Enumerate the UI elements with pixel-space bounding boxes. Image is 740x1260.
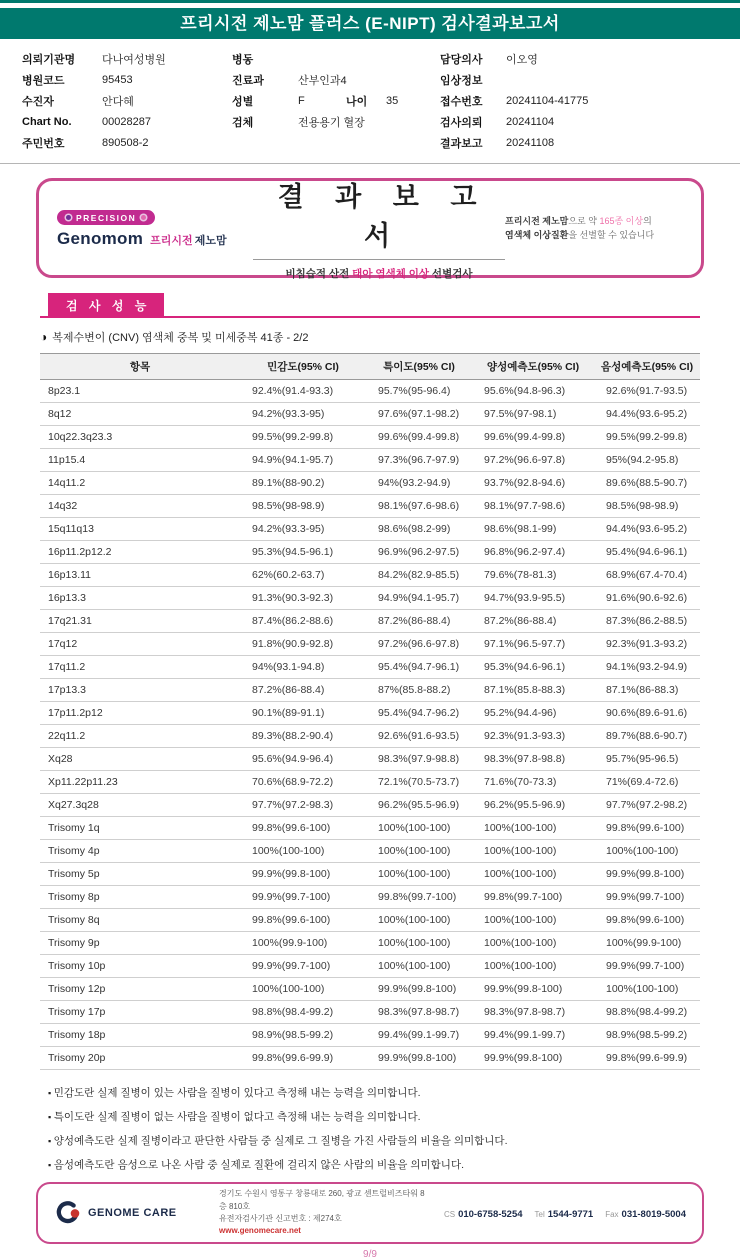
precision-badge xyxy=(57,210,155,225)
table-row xyxy=(40,587,700,610)
table-row xyxy=(40,1047,700,1070)
fax-label: Fax xyxy=(605,1210,619,1219)
metric-cell: 100%(100-100) xyxy=(366,817,472,840)
metric-cell: 94.2%(93.3-95) xyxy=(240,518,366,541)
metric-cell: 100%(100-100) xyxy=(366,909,472,932)
badge-dot-icon xyxy=(66,215,71,220)
table-row xyxy=(40,472,700,495)
metric-cell: 79.6%(78-81.3) xyxy=(472,564,594,587)
tel-number: 1544-9771 xyxy=(547,1209,594,1220)
metric-cell: 95.7%(95-96.5) xyxy=(594,748,700,771)
metric-cell: 95.7%(95-96.4) xyxy=(366,380,472,403)
metric-cell: 98.1%(97.7-98.6) xyxy=(472,495,594,518)
metric-cell: 92.6%(91.6-93.5) xyxy=(366,725,472,748)
metric-cell: 94%(93.1-94.8) xyxy=(240,656,366,679)
field-value: 이오영 xyxy=(506,53,538,66)
field-label: 진료과 xyxy=(232,74,264,87)
table-row xyxy=(40,1024,700,1047)
metric-cell: 98.9%(98.5-99.2) xyxy=(594,1024,700,1047)
metric-cell: 95.4%(94.6-96.1) xyxy=(594,541,700,564)
table-row xyxy=(40,748,700,771)
field-value: 20241104-41775 xyxy=(506,94,589,107)
note-item: ▪ 특이도란 실제 질병이 없는 사람을 질병이 없다고 측정해 내는 능력을 의미합니다. xyxy=(48,1109,692,1124)
metric-cell: 99.9%(99.8-100) xyxy=(594,863,700,886)
metric-cell: 99.9%(99.7-100) xyxy=(594,886,700,909)
metric-cell: 99.8%(99.6-99.9) xyxy=(240,1047,366,1070)
item-name-cell: 8q12 xyxy=(40,403,240,426)
metric-cell: 100%(100-100) xyxy=(472,840,594,863)
metric-cell: 87.4%(86.2-88.6) xyxy=(240,610,366,633)
metric-cell: 71%(69.4-72.6) xyxy=(594,771,700,794)
metric-cell: 87.1%(86-88.3) xyxy=(594,679,700,702)
table-row xyxy=(40,909,700,932)
item-name-cell: Xq28 xyxy=(40,748,240,771)
footer-contacts xyxy=(444,1204,686,1222)
metric-cell: 99.4%(99.1-99.7) xyxy=(472,1024,594,1047)
metric-cell: 71.6%(70-73.3) xyxy=(472,771,594,794)
metric-cell: 96.8%(96.2-97.4) xyxy=(472,541,594,564)
promo-pink: 165종 이상 xyxy=(599,215,644,226)
metric-cell: 87%(85.8-88.2) xyxy=(366,679,472,702)
col-header-item: 항목 xyxy=(40,354,240,380)
table-row xyxy=(40,978,700,1001)
field-row xyxy=(22,48,232,69)
metric-cell: 98.3%(97.8-98.8) xyxy=(472,748,594,771)
table-row xyxy=(40,679,700,702)
field-row xyxy=(22,132,232,153)
metric-cell: 94.2%(93.3-95) xyxy=(240,403,366,426)
field-label: Chart No. xyxy=(22,115,72,128)
table-row xyxy=(40,564,700,587)
metric-cell: 87.2%(86-88.4) xyxy=(366,610,472,633)
table-row xyxy=(40,426,700,449)
metric-cell: 68.9%(67.4-70.4) xyxy=(594,564,700,587)
metric-cell: 94.9%(94.1-95.7) xyxy=(240,449,366,472)
brand-kr-pink: 프리시전 xyxy=(150,235,193,247)
item-name-cell: 16p13.3 xyxy=(40,587,240,610)
item-name-cell: 14q11.2 xyxy=(40,472,240,495)
item-name-cell: Trisomy 8p xyxy=(40,886,240,909)
metric-cell: 94.9%(94.1-95.7) xyxy=(366,587,472,610)
field-label: 병원코드 xyxy=(22,74,65,87)
promo-line2 xyxy=(505,228,683,242)
metric-cell: 100%(100-100) xyxy=(240,840,366,863)
metric-cell: 89.6%(88.5-90.7) xyxy=(594,472,700,495)
report-title: 결 과 보 고 서 xyxy=(253,175,505,260)
item-name-cell: 17p11.2p12 xyxy=(40,702,240,725)
address-line1: 경기도 수원시 영통구 창룡대로 260, 광교 센트럴비즈타워 8층 810호 xyxy=(219,1189,425,1211)
field-value: F xyxy=(298,94,305,107)
metric-cell: 99.8%(99.7-100) xyxy=(366,886,472,909)
field-label: 결과보고 xyxy=(440,137,483,150)
field-label: 병동 xyxy=(232,53,254,66)
section-title: 검 사 성 능 xyxy=(48,293,164,317)
metric-cell: 100%(100-100) xyxy=(366,932,472,955)
table-row xyxy=(40,725,700,748)
patient-info-col1 xyxy=(22,48,232,153)
metric-cell: 97.2%(96.6-97.8) xyxy=(366,633,472,656)
table-row xyxy=(40,794,700,817)
metric-cell: 98.3%(97.8-98.7) xyxy=(472,1001,594,1024)
field-row xyxy=(232,48,440,69)
metric-cell: 95.3%(94.6-96.1) xyxy=(472,656,594,679)
table-row xyxy=(40,840,700,863)
metric-cell: 100%(100-100) xyxy=(472,863,594,886)
notes-list xyxy=(48,1085,692,1172)
field-label: 검사의뢰 xyxy=(440,116,483,129)
report-title-block xyxy=(253,175,505,281)
table-row xyxy=(40,955,700,978)
metric-cell: 95.6%(94.9-96.4) xyxy=(240,748,366,771)
metric-cell: 98.5%(98-98.9) xyxy=(240,495,366,518)
item-name-cell: Trisomy 8q xyxy=(40,909,240,932)
table-row xyxy=(40,771,700,794)
table-row xyxy=(40,1001,700,1024)
page-title: 프리시전 제노맘 플러스 (E-NIPT) 검사결과보고서 xyxy=(0,8,740,39)
field-row xyxy=(440,69,720,90)
item-name-cell: Trisomy 10p xyxy=(40,955,240,978)
metric-cell: 99.8%(99.6-99.9) xyxy=(594,1047,700,1070)
patient-info-col2 xyxy=(232,48,440,153)
metric-cell: 99.6%(99.4-99.8) xyxy=(366,426,472,449)
table-caption xyxy=(40,329,700,345)
metric-cell: 100%(100-100) xyxy=(366,955,472,978)
table-header-row xyxy=(40,354,700,380)
metric-cell: 98.3%(97.9-98.8) xyxy=(366,748,472,771)
metric-cell: 97.1%(96.5-97.7) xyxy=(472,633,594,656)
metric-cell: 100%(100-100) xyxy=(594,840,700,863)
metric-cell: 100%(100-100) xyxy=(366,863,472,886)
field-label: 수진자 xyxy=(22,95,54,108)
metric-cell: 95.4%(94.7-96.2) xyxy=(366,702,472,725)
metric-cell: 94%(93.2-94.9) xyxy=(366,472,472,495)
item-name-cell: 22q11.2 xyxy=(40,725,240,748)
metric-cell: 99.5%(99.2-99.8) xyxy=(594,426,700,449)
metric-cell: 91.3%(90.3-92.3) xyxy=(240,587,366,610)
brand-name: Genomom xyxy=(57,229,144,248)
metric-cell: 100%(100-100) xyxy=(472,817,594,840)
footer-box xyxy=(36,1182,704,1244)
note-item: ▪ 양성예측도란 실제 질병이라고 판단한 사람들 중 실제로 그 질병을 가진 사람들의 비율을 의미합니다. xyxy=(48,1133,692,1148)
metric-cell: 92.3%(91.3-93.2) xyxy=(594,633,700,656)
metric-cell: 89.1%(88-90.2) xyxy=(240,472,366,495)
metric-cell: 100%(99.9-100) xyxy=(240,932,366,955)
promo-line1 xyxy=(505,214,683,228)
field-row xyxy=(440,90,720,111)
metric-cell: 92.6%(91.7-93.5) xyxy=(594,380,700,403)
field-value: 20241108 xyxy=(506,136,555,149)
metric-cell: 87.1%(85.8-88.3) xyxy=(472,679,594,702)
address-line2: 유전자검사기관 신고번호 : 제274호 xyxy=(219,1214,342,1223)
metric-cell: 95.6%(94.8-96.3) xyxy=(472,380,594,403)
item-name-cell: 16p13.11 xyxy=(40,564,240,587)
precision-badge-label: PRECISION xyxy=(76,212,137,223)
footer-address xyxy=(219,1188,431,1238)
metric-cell: 98.8%(98.4-99.2) xyxy=(594,1001,700,1024)
metric-cell: 99.4%(99.1-99.7) xyxy=(366,1024,472,1047)
metric-cell: 99.9%(99.8-100) xyxy=(472,978,594,1001)
field-label: 나이 xyxy=(346,95,368,108)
col-header-specificity: 특이도(95% CI) xyxy=(366,354,472,380)
table-row xyxy=(40,886,700,909)
metric-cell: 99.9%(99.7-100) xyxy=(240,955,366,978)
item-name-cell: 10q22.3q23.3 xyxy=(40,426,240,449)
metric-cell: 99.9%(99.7-100) xyxy=(594,955,700,978)
field-label: 성별 xyxy=(232,95,254,108)
item-name-cell: Trisomy 20p xyxy=(40,1047,240,1070)
metric-cell: 95%(94.2-95.8) xyxy=(594,449,700,472)
field-label: 주민번호 xyxy=(22,137,65,150)
promo-end: 의 xyxy=(643,215,652,226)
note-item: ▪ 음성예측도란 음성으로 나온 사람 중 실제로 질환에 걸리지 않은 사람의 비율을 의미합니다. xyxy=(48,1157,692,1172)
table-row xyxy=(40,817,700,840)
metric-cell: 89.3%(88.2-90.4) xyxy=(240,725,366,748)
metric-cell: 87.2%(86-88.4) xyxy=(240,679,366,702)
metric-cell: 62%(60.2-63.7) xyxy=(240,564,366,587)
report-header-box xyxy=(36,178,704,278)
metric-cell: 94.1%(93.2-94.9) xyxy=(594,656,700,679)
brand-line xyxy=(57,229,253,249)
metric-cell: 94.7%(93.9-95.5) xyxy=(472,587,594,610)
field-row xyxy=(440,111,720,132)
metric-cell: 99.9%(99.8-100) xyxy=(366,1047,472,1070)
website-link: www.genomecare.net xyxy=(219,1226,301,1236)
item-name-cell: 14q32 xyxy=(40,495,240,518)
table-row xyxy=(40,702,700,725)
fax-number: 031-8019-5004 xyxy=(621,1209,686,1220)
field-row xyxy=(22,90,232,111)
item-name-cell: 16p11.2p12.2 xyxy=(40,541,240,564)
metric-cell: 98.5%(98-98.9) xyxy=(594,495,700,518)
subtitle-highlight: 태아 염색체 이상 xyxy=(352,268,430,280)
field-row xyxy=(232,69,440,90)
metric-cell: 97.7%(97.2-98.3) xyxy=(240,794,366,817)
metric-cell: 90.6%(89.6-91.6) xyxy=(594,702,700,725)
item-name-cell: Trisomy 12p xyxy=(40,978,240,1001)
table-row xyxy=(40,380,700,403)
metric-cell: 99.8%(99.6-100) xyxy=(594,817,700,840)
section-header xyxy=(40,294,700,318)
field-value: 35 xyxy=(386,94,399,107)
metric-cell: 87.3%(86.2-88.5) xyxy=(594,610,700,633)
metric-cell: 96.9%(96.2-97.5) xyxy=(366,541,472,564)
field-row xyxy=(22,69,232,90)
metric-cell: 99.8%(99.6-100) xyxy=(594,909,700,932)
metric-cell: 100%(100-100) xyxy=(240,978,366,1001)
item-name-cell: 17q11.2 xyxy=(40,656,240,679)
metric-cell: 99.6%(99.4-99.8) xyxy=(472,426,594,449)
table-row xyxy=(40,610,700,633)
subtitle-prefix: 비침습적 산전 xyxy=(285,268,353,280)
field-value: 20241104 xyxy=(506,115,555,128)
item-name-cell: Xq27.3q28 xyxy=(40,794,240,817)
item-name-cell: Trisomy 9p xyxy=(40,932,240,955)
item-name-cell: 17p13.3 xyxy=(40,679,240,702)
field-label: 임상정보 xyxy=(440,74,483,87)
cs-contact xyxy=(444,1204,523,1222)
promo-bold: 염색체 이상질환 xyxy=(505,230,569,240)
metric-cell: 94.4%(93.6-95.2) xyxy=(594,403,700,426)
promo-end: 을 선별할 수 있습니다 xyxy=(568,230,655,240)
page-number: 9/9 xyxy=(363,1249,377,1260)
metric-cell: 72.1%(70.5-73.7) xyxy=(366,771,472,794)
metric-cell: 98.9%(98.5-99.2) xyxy=(240,1024,366,1047)
metric-cell: 99.9%(99.8-100) xyxy=(366,978,472,1001)
field-row xyxy=(440,48,720,69)
metric-cell: 97.2%(96.6-97.8) xyxy=(472,449,594,472)
genomom-logo xyxy=(57,207,253,249)
genomecare-logo-icon xyxy=(54,1199,82,1227)
metric-cell: 97.5%(97-98.1) xyxy=(472,403,594,426)
promo-bold: 프리시전 제노맘 xyxy=(505,215,569,226)
tel-label: Tel xyxy=(534,1210,545,1219)
badge-dot-icon xyxy=(141,215,146,220)
metric-cell: 98.8%(98.4-99.2) xyxy=(240,1001,366,1024)
col-header-npv: 음성예측도(95% CI) xyxy=(594,354,700,380)
field-value: 산부인과4 xyxy=(298,74,347,87)
metric-cell: 97.7%(97.2-98.2) xyxy=(594,794,700,817)
table-row xyxy=(40,932,700,955)
field-value: 890508-2 xyxy=(102,136,149,149)
metric-cell: 91.6%(90.6-92.6) xyxy=(594,587,700,610)
fax-contact xyxy=(605,1204,686,1222)
field-row xyxy=(232,111,440,132)
table-row xyxy=(40,403,700,426)
metric-cell: 100%(100-100) xyxy=(594,978,700,1001)
table-caption-text: 복제수변이 (CNV) 염색체 중복 및 미세중복 41종 - 2/2 xyxy=(52,332,309,344)
metric-cell: 99.8%(99.6-100) xyxy=(240,817,366,840)
metric-cell: 96.2%(95.5-96.9) xyxy=(366,794,472,817)
item-name-cell: 8p23.1 xyxy=(40,380,240,403)
metric-cell: 93.7%(92.8-94.6) xyxy=(472,472,594,495)
metric-cell: 96.2%(95.5-96.9) xyxy=(472,794,594,817)
metric-cell: 95.3%(94.5-96.1) xyxy=(240,541,366,564)
patient-info-col3 xyxy=(440,48,720,153)
metric-cell: 99.9%(99.8-100) xyxy=(472,1047,594,1070)
item-name-cell: Trisomy 18p xyxy=(40,1024,240,1047)
item-name-cell: 17q21.31 xyxy=(40,610,240,633)
top-accent-line xyxy=(0,0,740,3)
field-label: 의뢰기관명 xyxy=(22,53,76,66)
field-row xyxy=(440,132,720,153)
performance-table xyxy=(40,353,700,1070)
metric-cell: 87.2%(86-88.4) xyxy=(472,610,594,633)
metric-cell: 91.8%(90.9-92.8) xyxy=(240,633,366,656)
col-header-sensitivity: 민감도(95% CI) xyxy=(240,354,366,380)
table-row xyxy=(40,863,700,886)
field-label: 접수번호 xyxy=(440,95,483,108)
field-value: 95453 xyxy=(102,73,133,86)
patient-info xyxy=(0,39,740,164)
tel-contact xyxy=(535,1204,594,1222)
genomecare-logo xyxy=(54,1199,206,1227)
field-label: 검체 xyxy=(232,116,254,129)
field-row xyxy=(22,111,232,132)
metric-cell: 90.1%(89-91.1) xyxy=(240,702,366,725)
item-name-cell: Trisomy 5p xyxy=(40,863,240,886)
metric-cell: 97.6%(97.1-98.2) xyxy=(366,403,472,426)
table-row xyxy=(40,495,700,518)
metric-cell: 89.7%(88.6-90.7) xyxy=(594,725,700,748)
item-name-cell: Trisomy 4p xyxy=(40,840,240,863)
metric-cell: 70.6%(68.9-72.2) xyxy=(240,771,366,794)
field-value: 00028287 xyxy=(102,115,151,128)
table-row xyxy=(40,518,700,541)
item-name-cell: Xp11.22p11.23 xyxy=(40,771,240,794)
metric-cell: 95.2%(94.4-96) xyxy=(472,702,594,725)
metric-cell: 84.2%(82.9-85.5) xyxy=(366,564,472,587)
item-name-cell: 17q12 xyxy=(40,633,240,656)
metric-cell: 92.3%(91.3-93.3) xyxy=(472,725,594,748)
metric-cell: 95.4%(94.7-96.1) xyxy=(366,656,472,679)
metric-cell: 97.3%(96.7-97.9) xyxy=(366,449,472,472)
subtitle-suffix: 선별검사 xyxy=(429,268,473,280)
promo-mid: 으로 약 xyxy=(568,215,600,226)
metric-cell: 98.6%(98.2-99) xyxy=(366,518,472,541)
metric-cell: 100%(100-100) xyxy=(472,955,594,978)
metric-cell: 100%(100-100) xyxy=(472,909,594,932)
brand-kr-dark: 제노맘 xyxy=(194,235,227,247)
cs-label: CS xyxy=(443,1210,456,1219)
genomecare-logo-text: GENOME CARE xyxy=(88,1207,177,1219)
metric-cell: 99.9%(99.7-100) xyxy=(240,886,366,909)
note-item: ▪ 민감도란 실제 질병이 있는 사람을 질병이 있다고 측정해 내는 능력을 의미합니다. xyxy=(48,1085,692,1100)
metric-cell: 99.8%(99.6-100) xyxy=(240,909,366,932)
promo-text xyxy=(505,214,683,243)
table-row xyxy=(40,633,700,656)
metric-cell: 99.5%(99.2-99.8) xyxy=(240,426,366,449)
metric-cell: 100%(100-100) xyxy=(366,840,472,863)
field-value: 다나여성병원 xyxy=(102,53,166,66)
col-header-ppv: 양성예측도(95% CI) xyxy=(472,354,594,380)
field-value: 안다혜 xyxy=(102,95,134,108)
item-name-cell: 11p15.4 xyxy=(40,449,240,472)
metric-cell: 99.8%(99.7-100) xyxy=(472,886,594,909)
item-name-cell: 15q11q13 xyxy=(40,518,240,541)
item-name-cell: Trisomy 1q xyxy=(40,817,240,840)
half-circle-icon: ◑ xyxy=(40,330,48,344)
metric-cell: 100%(100-100) xyxy=(472,932,594,955)
field-value: 전용용기 혈장 xyxy=(298,116,365,129)
item-name-cell: Trisomy 17p xyxy=(40,1001,240,1024)
cs-number: 010-6758-5254 xyxy=(458,1209,523,1220)
metric-cell: 94.4%(93.6-95.2) xyxy=(594,518,700,541)
report-subtitle xyxy=(253,266,505,281)
performance-table-body xyxy=(40,380,700,1070)
metric-cell: 98.6%(98.1-99) xyxy=(472,518,594,541)
field-label: 담당의사 xyxy=(440,53,483,66)
metric-cell: 99.9%(99.8-100) xyxy=(240,863,366,886)
metric-cell: 98.1%(97.6-98.6) xyxy=(366,495,472,518)
metric-cell: 100%(99.9-100) xyxy=(594,932,700,955)
field-row xyxy=(232,90,440,111)
table-row xyxy=(40,656,700,679)
metric-cell: 92.4%(91.4-93.3) xyxy=(240,380,366,403)
table-row xyxy=(40,449,700,472)
table-row xyxy=(40,541,700,564)
metric-cell: 98.3%(97.8-98.7) xyxy=(366,1001,472,1024)
